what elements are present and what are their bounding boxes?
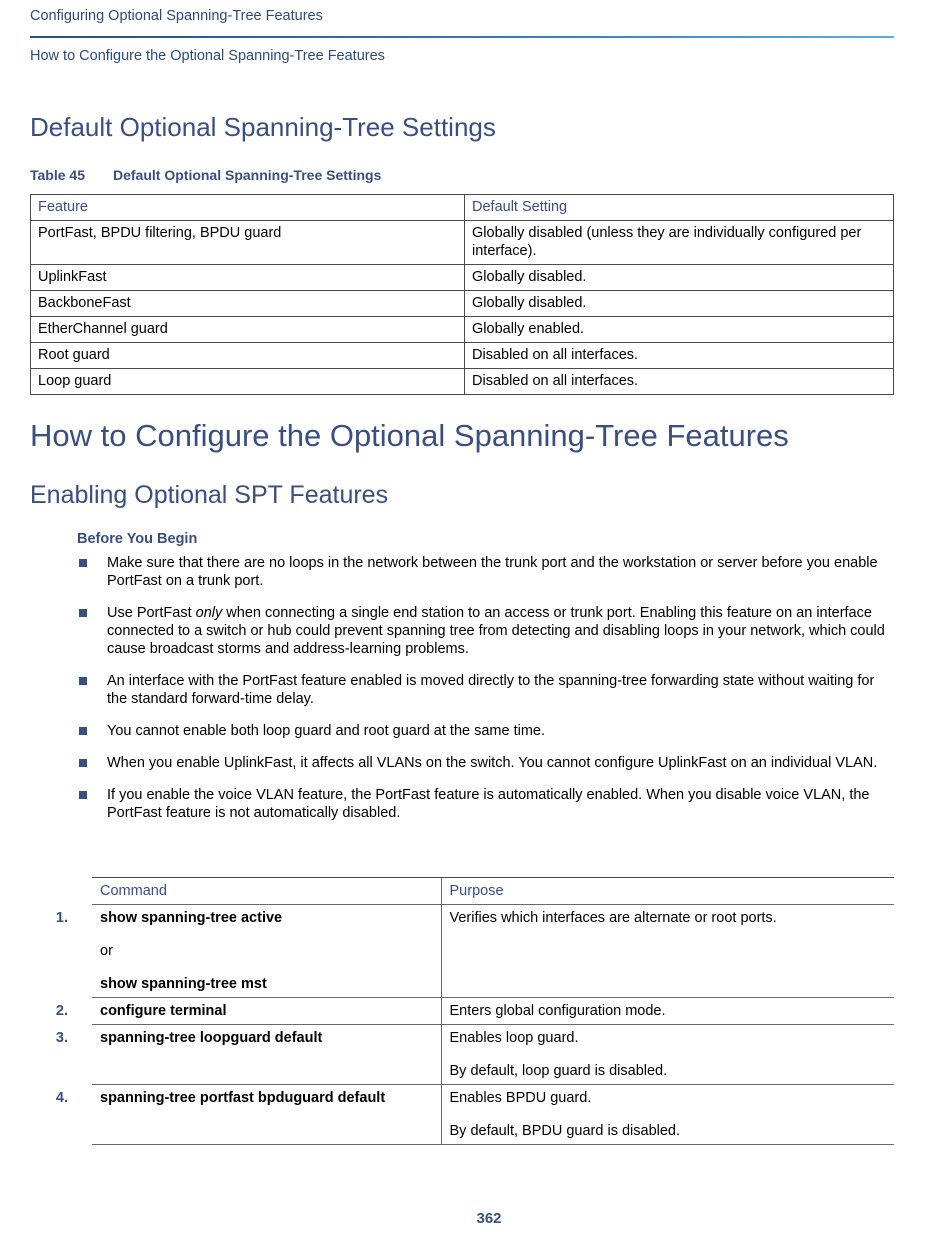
list-item-text: An interface with the PortFast feature enabled is moved directly to the spanning-tree forwarding state without waiting for the standard forward-time delay. — [107, 673, 875, 707]
command-cell — [55, 998, 441, 1025]
table-caption-title: Default Optional Spanning-Tree Settings — [113, 167, 382, 183]
command-text: show spanning-tree mst — [100, 976, 267, 992]
subsection-title: Enabling Optional SPT Features — [30, 481, 389, 509]
bullet-square-icon — [79, 791, 87, 799]
default-setting-cell: Globally disabled. — [465, 265, 894, 291]
command-text: configure terminal — [100, 1003, 227, 1019]
table-row — [31, 317, 894, 343]
column-header-command: Command — [92, 878, 441, 905]
command-cell — [55, 1025, 441, 1085]
default-setting-cell: Disabled on all interfaces. — [465, 369, 894, 395]
default-setting-cell: Globally disabled. — [465, 291, 894, 317]
command-steps-table — [55, 877, 894, 1145]
purpose-note-text: By default, loop guard is disabled. — [449, 1063, 668, 1079]
list-item-text-post: when connecting a single end station to an access or trunk port. Enabling this feature on an interface connected to a switch or hub could prevent spanning tree from detecting and disabling loops in your network, which could cause broadcast storms and address-learning problems. — [107, 605, 885, 657]
list-item — [77, 672, 894, 708]
purpose-text: Enables loop guard. — [449, 1030, 579, 1046]
feature-cell: PortFast, BPDU filtering, BPDU guard — [31, 221, 465, 265]
emphasis-text: only — [195, 605, 223, 621]
header-rule — [30, 36, 894, 38]
step-row — [92, 905, 894, 998]
step-row — [92, 1025, 894, 1085]
list-item-text: Make sure that there are no loops in the network between the trunk port and the workstation or server before you enable PortFast on a trunk port. — [107, 555, 878, 589]
feature-cell: EtherChannel guard — [31, 317, 465, 343]
bullet-square-icon — [79, 759, 87, 767]
running-subheader: How to Configure the Optional Spanning-Tree Features — [30, 48, 385, 64]
column-header-default-setting: Default Setting — [465, 195, 894, 221]
step-number: 1. — [55, 910, 68, 926]
purpose-text: Enters global configuration mode. — [449, 1003, 666, 1019]
purpose-cell — [441, 1025, 894, 1085]
default-setting-cell: Globally disabled (unless they are individually configured per interface). — [465, 221, 894, 265]
list-item — [77, 554, 894, 590]
default-setting-cell: Disabled on all interfaces. — [465, 343, 894, 369]
purpose-cell — [441, 905, 894, 998]
command-text: spanning-tree loopguard default — [100, 1030, 323, 1046]
table-caption — [30, 167, 381, 183]
page-number: 362 — [476, 1210, 502, 1227]
purpose-text: Verifies which interfaces are alternate or root ports. — [449, 910, 777, 926]
step-row — [92, 998, 894, 1025]
purpose-text: Enables BPDU guard. — [449, 1090, 592, 1106]
running-header: Configuring Optional Spanning-Tree Features — [30, 8, 323, 24]
feature-cell: UplinkFast — [31, 265, 465, 291]
table-row — [31, 369, 894, 395]
default-settings-table — [30, 194, 894, 395]
step-number: 3. — [55, 1030, 68, 1046]
main-section-title: How to Configure the Optional Spanning-Tree Features — [30, 418, 789, 453]
list-item-text: When you enable UplinkFast, it affects all VLANs on the switch. You cannot configure UplinkFast on an individual VLAN. — [107, 755, 878, 771]
prerequisite-list — [77, 554, 894, 836]
purpose-cell — [441, 1085, 894, 1145]
table-row — [31, 221, 894, 265]
column-header-feature: Feature — [31, 195, 465, 221]
feature-cell: Loop guard — [31, 369, 465, 395]
column-header-purpose: Purpose — [441, 878, 894, 905]
command-text: show spanning-tree active — [100, 910, 283, 926]
section-title: Default Optional Spanning-Tree Settings — [30, 112, 496, 142]
table-row — [31, 265, 894, 291]
list-item-text-pre: Use PortFast — [107, 605, 196, 621]
table-header-row — [31, 195, 894, 221]
step-number: 2. — [55, 1003, 68, 1019]
bullet-square-icon — [79, 727, 87, 735]
list-item — [77, 754, 894, 772]
table-row — [31, 291, 894, 317]
bullet-square-icon — [79, 559, 87, 567]
command-text: spanning-tree portfast bpduguard default — [100, 1090, 386, 1106]
list-item-text: If you enable the voice VLAN feature, the PortFast feature is automatically enabled. When you disable voice VLAN, the PortFast feature is not automatically disabled. — [107, 787, 870, 821]
purpose-note-text: By default, BPDU guard is disabled. — [449, 1123, 681, 1139]
command-cell — [55, 905, 441, 998]
feature-cell: Root guard — [31, 343, 465, 369]
before-you-begin-heading: Before You Begin — [77, 531, 198, 547]
bullet-square-icon — [79, 677, 87, 685]
list-item — [77, 786, 894, 822]
feature-cell: BackboneFast — [31, 291, 465, 317]
purpose-cell — [441, 998, 894, 1025]
list-item — [77, 604, 894, 658]
bullet-square-icon — [79, 609, 87, 617]
step-number: 4. — [55, 1090, 68, 1106]
table-row — [31, 343, 894, 369]
step-row — [92, 1085, 894, 1145]
list-item-text: You cannot enable both loop guard and root guard at the same time. — [107, 723, 546, 739]
command-cell — [55, 1085, 441, 1145]
steps-header-row — [92, 878, 894, 905]
list-item — [77, 722, 894, 740]
command-alternative-text: or — [100, 943, 113, 959]
default-setting-cell: Globally enabled. — [465, 317, 894, 343]
table-caption-number: Table 45 — [30, 167, 85, 183]
